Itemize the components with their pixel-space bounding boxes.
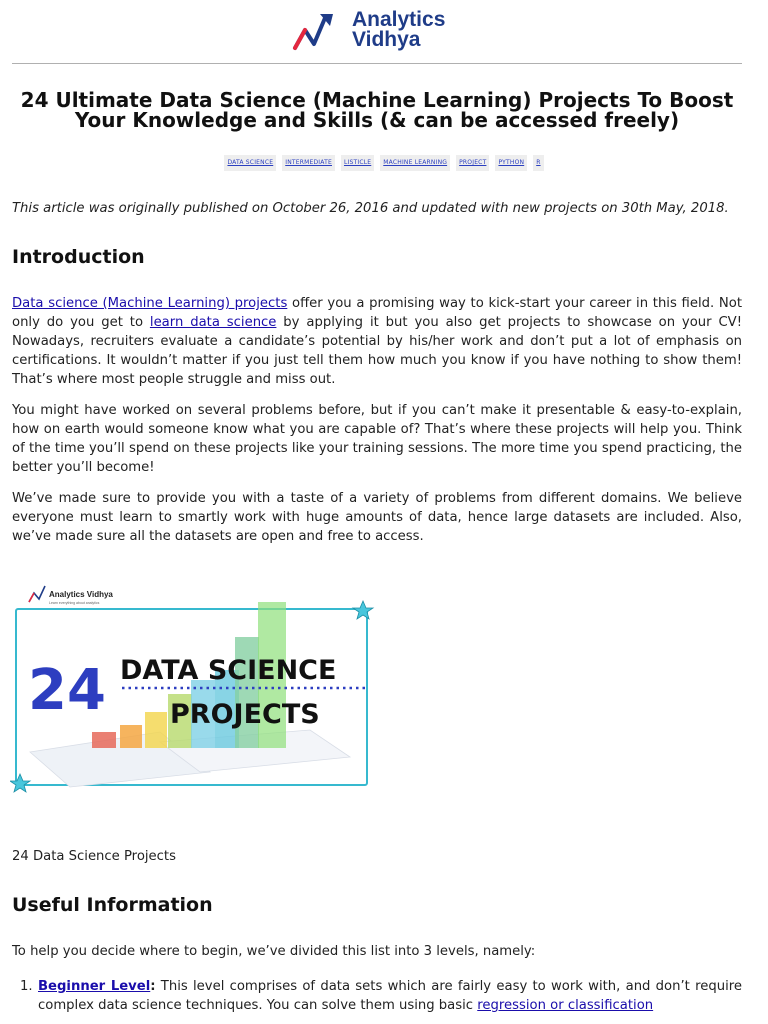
levels-intro: To help you decide where to begin, we’ve divided this list into 3 levels, namely: bbox=[12, 944, 536, 959]
site-header bbox=[0, 0, 768, 64]
intro-paragraph-2: You might have worked on several problems before, but if you can’t make it presentable & easy-to-explain, how on earth would someone know what you are capable of? That’s where these projects will help you. Think of the time you’ll spend on these projects like your training sessions. The more time you spend practicing, the better you’ll become! bbox=[12, 403, 742, 475]
levels-list bbox=[12, 977, 742, 1015]
tag-listicle[interactable]: LISTICLE bbox=[341, 155, 374, 171]
banner-number: 24 bbox=[28, 658, 106, 723]
image-caption: 24 Data Science Projects bbox=[12, 849, 176, 864]
banner-logo-icon bbox=[29, 586, 45, 602]
tag-python[interactable]: PYTHON bbox=[495, 155, 527, 171]
projects-banner-image bbox=[10, 582, 380, 794]
data-science-projects-link[interactable]: Data science (Machine Learning) projects bbox=[12, 296, 288, 311]
intro-paragraph-3: We’ve made sure to provide you with a taste of a variety of problems from different domains. We believe everyone must learn to smartly work with huge amounts of data, hence large datasets are included. Also, we’ve made sure all the datasets are open and free to access. bbox=[12, 491, 742, 544]
banner-brand: Analytics Vidhya bbox=[49, 590, 113, 599]
useful-information-heading: Useful Information bbox=[12, 894, 213, 916]
tag-project[interactable]: PROJECT bbox=[456, 155, 489, 171]
tag-list bbox=[0, 155, 768, 171]
regression-classification-link[interactable]: regression or classification bbox=[477, 998, 654, 1013]
publication-note: This article was originally published on October 26, 2016 and updated with new projects on 30th May, 2018. bbox=[12, 201, 729, 216]
banner-line-1: DATA SCIENCE bbox=[120, 655, 337, 686]
intro-paragraph-1: Data science (Machine Learning) projects offer you a promising way to kick-start your career in this field. Not only do you get to learn data science by applying it but you also get projects to showcase on your CV! Nowadays, recruiters evaluate a candidate’s potential by his/her work and don’t put a lot of emphasis on certifications. It wouldn’t matter if you just tell them how much you know if you have nothing to show them! That’s where most people struggle and miss out. bbox=[12, 296, 742, 387]
logo-line-2: Vidhya bbox=[352, 28, 421, 51]
banner-line-2: PROJECTS bbox=[170, 699, 320, 730]
site-logo[interactable] bbox=[292, 10, 467, 56]
introduction-heading: Introduction bbox=[12, 246, 145, 268]
analytics-vidhya-logo-icon bbox=[292, 12, 348, 54]
beginner-level-link[interactable]: Beginner Level bbox=[38, 979, 151, 994]
logo-line-1: Analytics bbox=[352, 8, 446, 31]
tag-machine-learning[interactable]: MACHINE LEARNING bbox=[380, 155, 450, 171]
tag-data-science[interactable]: DATA SCIENCE bbox=[224, 155, 276, 171]
article-title: 24 Ultimate Data Science (Machine Learning) Projects To Boost Your Knowledge and Skills (& can be accessed freely) bbox=[20, 88, 734, 132]
banner-tagline: Learn everything about analytics bbox=[49, 601, 100, 605]
tag-r[interactable]: R bbox=[533, 155, 543, 171]
tag-intermediate[interactable]: INTERMEDIATE bbox=[282, 155, 335, 171]
learn-data-science-link[interactable]: learn data science bbox=[149, 315, 277, 330]
header-divider bbox=[12, 63, 742, 64]
list-item: 1. Beginner Level: This level comprises of data sets which are fairly easy to work with, and don’t require complex data science techniques. You can solve them using basic regression or classification bbox=[20, 979, 742, 1013]
